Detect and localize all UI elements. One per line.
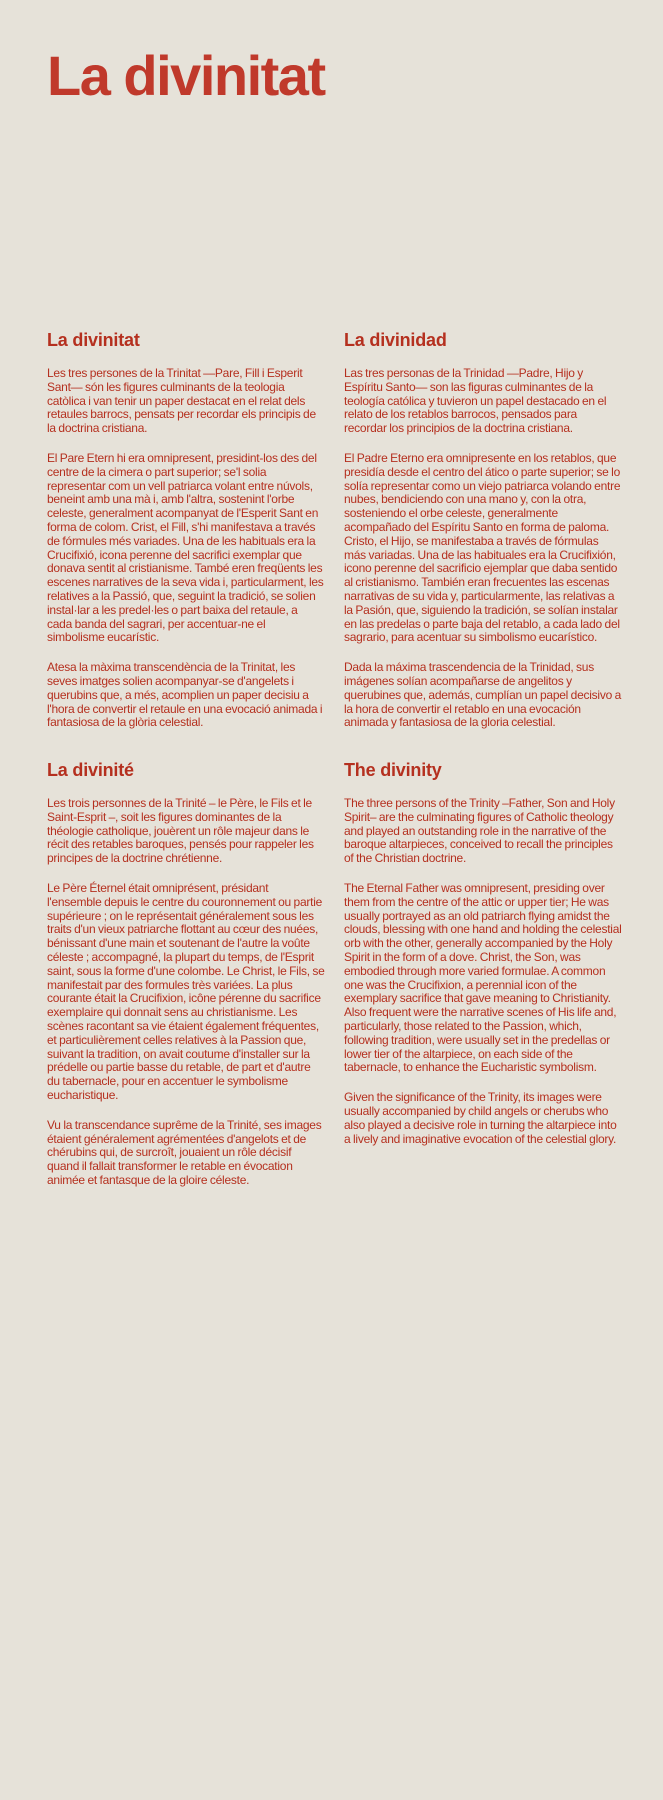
catalan-paragraph-3: Atesa la màxima transcendència de la Trinitat, les seves imatges solien acompanyar-se d'angelets i querubins que, a més, acomplien un paper decisiu a l'hora de convertir el retaule en una evocació animada i fantasiosa de la glòria celestial. (47, 660, 323, 730)
french-paragraph-3: Vu la transcendance suprême de la Trinité, ses images étaient généralement agrémentées d'angelots et de chérubins qui, de surcroît, jouaient un rôle décisif quand il fallait transformer le retable en évocation animée et fantasque de la gloire céleste. (47, 1117, 322, 1187)
spanish-section (344, 329, 622, 730)
catalan-paragraph-2: El Pare Etern hi era omnipresent, presidint-los des del centre de la cimera o part superior; se'l solia representar com un vell patriarca volant entre núvols, beneint amb una mà i, amb l'altra, sostenint l'orbe celeste, generalment acompanyat de l'Esperit Sant en forma de colom. Crist, el Fill, s'hi manifestava a través de fórmules més variades. Una de les habituals era la Crucifixió, icona perenne del sacrifici exemplar que donava sentit al cristianisme. També eren freqüents les escenes narratives de la seva vida i, particularment, les relatives a la Passió, que, seguint la tradició, se solien instal·lar a les predel·les o part baixa del retaule, a cada banda del sagrari, per accentuar-ne el simbolisme eucarístic. (47, 450, 324, 645)
english-heading: The divinity (344, 760, 442, 780)
spanish-heading: La divinidad (344, 330, 447, 350)
french-heading: La divinité (47, 760, 134, 780)
spanish-paragraph-2: El Padre Eterno era omnipresente en los retablos, que presidía desde el centro del ático o parte superior; se lo solía representar como un viejo patriarca volando entre nubes, bendiciendo con una mano y, con la otra, sosteniendo el orbe celeste, generalmente acompañado del Espíritu Santo en forma de paloma. Cristo, el Hijo, se manifestaba a través de fórmulas más variadas. Una de las habituales era la Crucifixión, icono perenne del sacrificio ejemplar que daba sentido al cristianismo. También eran frecuentes las escenas narrativas de su vida y, particularmente, las relativas a la Pasión, que, siguiendo la tradición, se solían instalar en las predelas o parte baja del retablo, a cada lado del sagrario, para acentuar su simbolismo eucarístico. (344, 450, 621, 645)
french-paragraph-2: Le Père Éternel était omniprésent, présidant l'ensemble depuis le centre du couronnement ou partie supérieure ; on le représentait généralement sous les traits d'un vieux patriarche flottant au cœur des nuées, bénissant d'une main et soutenant de l'autre la voûte céleste ; accompagné, la plupart du temps, de l'Esprit saint, sous la forme d'une colombe. Le Christ, le Fils, se manifestait par des formules très variées. La plus courante était la Crucifixion, icône pérenne du sacrifice exemplaire qui donnait sens au christianisme. Les scènes racontant sa vie étaient également fréquentes, et particulièrement celles relatives à la Passion que, suivant la tradition, on avait coutume d'installer sur la prédelle ou partie basse du retable, de part et d'autre du tabernacle, pour en accentuer le symbolisme eucharistique. (47, 880, 325, 1102)
page-title: La divinitat (47, 44, 325, 107)
french-paragraph-1: Les trois personnes de la Trinité – le Père, le Fils et le Saint-Esprit –, soit les figures dominantes de la théologie catholique, jouèrent un rôle majeur dans le récit des retables baroques, pensés pour rappeler les principes de la doctrine chrétienne. (47, 796, 314, 866)
english-section (344, 759, 622, 1146)
english-paragraph-3: Given the significance of the Trinity, its images were usually accompanied by child angels or cherubs who also played a decisive role in turning the altarpiece into a lively and imaginative evocation of the celestial glory. (344, 1090, 617, 1146)
catalan-section (47, 329, 325, 730)
english-paragraph-2: The Eternal Father was omnipresent, presiding over them from the centre of the attic or upper tier; He was usually portrayed as an old patriarch flying amidst the clouds, blessing with one hand and holding the celestial orb with the other, generally accompanied by the Holy Spirit in the form of a dove. Christ, the Son, was embodied through more varied formulae. A common one was the Crucifixion, a perennial icon of the exemplary sacrifice that gave meaning to Christianity. Also frequent were the narrative scenes of His life and, particularly, those related to the Passion, which, following tradition, were usually set in the predellas or lower tier of the altarpiece, on each side of the tabernacle, to enhance the Eucharistic symbolism. (344, 880, 622, 1075)
spanish-paragraph-1: Las tres personas de la Trinidad —Padre, Hijo y Espíritu Santo— son las figuras culminantes de la teología católica y tuvieron un papel destacado en el relato de los retablos barrocos, pensados para recordar los principios de la doctrina cristiana. (344, 366, 607, 436)
spanish-paragraph-3: Dada la máxima trascendencia de la Trinidad, sus imágenes solían acompañarse de angelitos y querubines que, además, cumplían un papel decisivo a la hora de convertir el retablo en una evocación animada y fantasiosa de la gloria celestial. (344, 660, 622, 730)
english-paragraph-1: The three persons of the Trinity –Father, Son and Holy Spirit– are the culminating figures of Catholic theology and played an outstanding role in the narrative of the baroque altarpieces, conceived to recall the principles of the Christian doctrine. (344, 796, 615, 866)
catalan-paragraph-1: Les tres persones de la Trinitat —Pare, Fill i Esperit Sant— són les figures culminants de la teologia catòlica i van tenir un paper destacat en el relat dels retaules barrocs, pensats per recordar els principis de la doctrina cristiana. (47, 366, 316, 436)
catalan-heading: La divinitat (47, 330, 140, 350)
french-section (47, 759, 325, 1188)
